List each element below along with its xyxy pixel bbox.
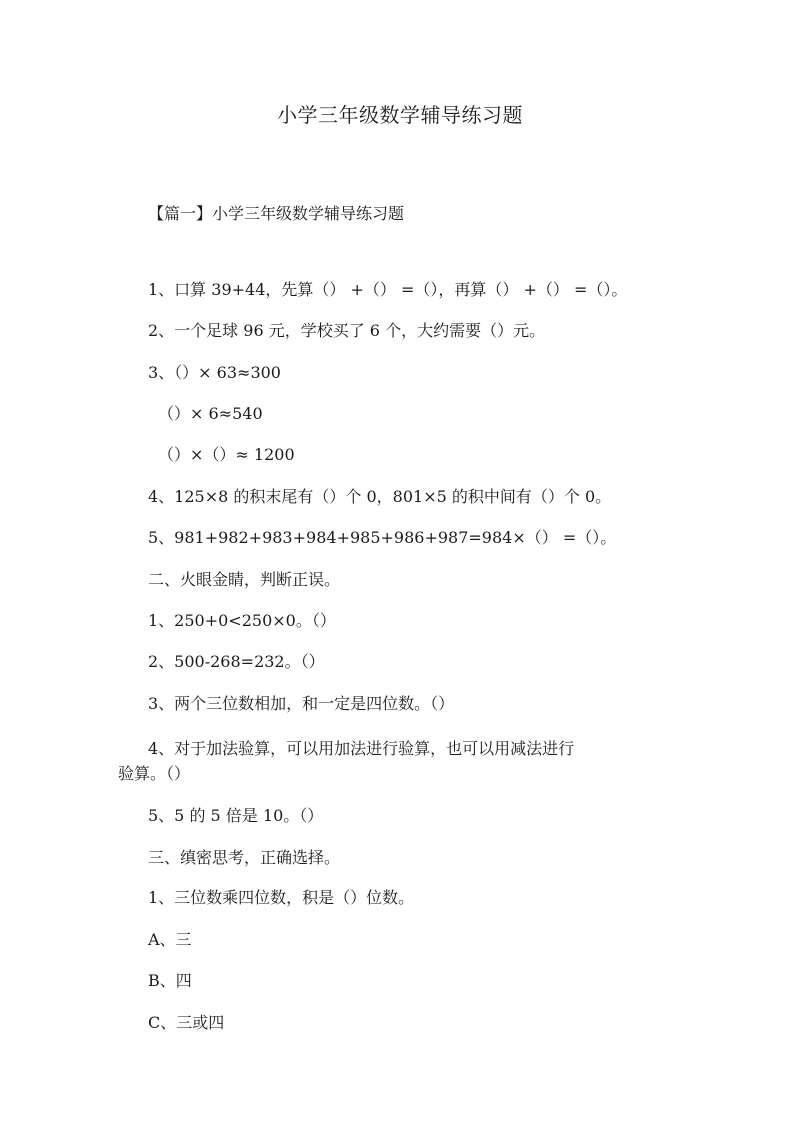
judge-4-line-2: 验算。（） — [118, 764, 191, 783]
judge-4-line-1: 4、对于加法验算，可以用加法进行验算，也可以用减法进行 — [148, 739, 575, 758]
section-heading: 【篇一】小学三年级数学辅导练习题 — [148, 204, 405, 223]
choice-option-b: B、四 — [148, 971, 192, 990]
choice-option-c: C、三或四 — [148, 1013, 225, 1032]
document-title: 小学三年级数学辅导练习题 — [277, 103, 523, 127]
question-3-sub-1: （）× 6≈540 — [158, 404, 263, 423]
question-4: 4、125×8 的积末尾有（）个 0，801×5 的积中间有（）个 0。 — [148, 487, 612, 506]
choice-1: 1、三位数乘四位数，积是（）位数。 — [148, 888, 415, 907]
judge-1: 1、250+0<250×0。（） — [148, 611, 336, 630]
question-3-sub-2: （）×（）≈ 1200 — [158, 445, 295, 464]
question-5: 5、981+982+983+984+985+986+987=984×（） =（）。 — [148, 528, 617, 547]
section-3-heading: 三、缜密思考，正确选择。 — [148, 848, 341, 867]
choice-option-a: A、三 — [148, 930, 192, 949]
question-1: 1、口算 39+44，先算（） +（） =（），再算（） +（） =（）。 — [148, 280, 628, 299]
judge-2: 2、500-268=232。（） — [148, 652, 325, 671]
section-2-heading: 二、火眼金睛，判断正误。 — [148, 570, 341, 589]
judge-5: 5、5 的 5 倍是 10。（） — [148, 806, 324, 825]
judge-3: 3、两个三位数相加，和一定是四位数。（） — [148, 694, 455, 713]
question-2: 2、一个足球 96 元，学校买了 6 个，大约需要（）元。 — [148, 321, 546, 340]
question-3: 3、（）× 63≈300 — [148, 363, 281, 382]
